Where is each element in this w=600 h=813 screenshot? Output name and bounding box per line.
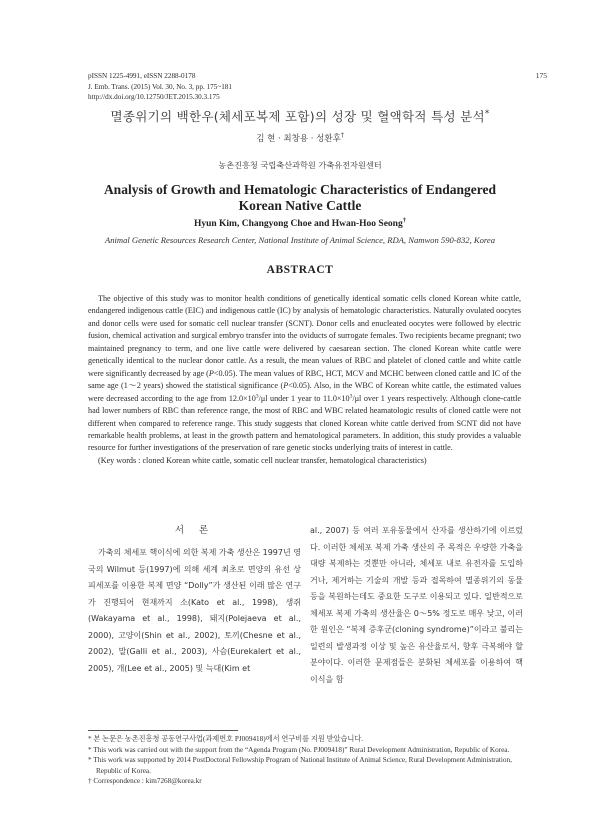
footnote-divider [88, 730, 238, 731]
english-affiliation: Animal Genetic Resources Research Center, National Institute of Animal Science, RDA, Namwon 590-832, Korea [104, 235, 496, 245]
journal-meta [88, 71, 232, 103]
abstract-text-2: <0.05). The mean values of RBC, HCT, MCV and MCHC between cloned cattle and IC of the same age (1～2 years) showed the statistical significance ( [88, 368, 521, 391]
english-authors: Hyun Kim, Changyong Choe and Hwan-Hoo Seong† [193, 216, 407, 229]
korean-affiliation: 농촌진흥청 국립축산과학원 가축유전자원센터 [218, 160, 382, 170]
footnote-fellowship: * This work was supported by 2014 PostDoctoral Fellowship Program of National Institute of Animal Science, Rural Development Administration, Republic of Korea. [88, 756, 512, 775]
korean-authors-text: 김 현 · 최창용 · 성환후 [256, 134, 341, 144]
p-symbol: P [208, 368, 214, 378]
abstract-body [88, 293, 521, 467]
english-title-line1: Analysis of Growth and Hematologic Characteristics of Endangered [103, 182, 497, 197]
abstract-heading: ABSTRACT [266, 264, 334, 276]
abstract-text-3: <0.05). Also, in the WBC of Korean white cattle, the estimated values were decreased according to the age from 12.0×10 [88, 381, 521, 403]
korean-title: 멸종위기의 백한우(체세포복제 포함)의 성장 및 혈액학적 특성 분석* [110, 108, 490, 124]
intro-paragraph-left: 가축의 체세포 핵이식에 의한 복제 가축 생산은 1997년 영국의 Wilmut 등(1997)에 의해 세계 최초로 면양의 유선 상피세포를 이용한 복제 면양 “Dolly”가 생산된 이래 많은 연구가 진행되어 현재까지 소(Kato et al., 1998), 생쥐(Wakayama et al., 1998), 돼지(Polejaeva et al., 2000), 고양이(Shin et al., 2002), 토끼(Chesne et al., 2002), 말(Galli et al., 2003), 사슴(Eurekalert et al., 2005), 개(Lee et al., 2005) 및 늑대(Kim et [88, 548, 301, 673]
english-title [0, 182, 600, 214]
doi-link[interactable]: http://dx.doi.org/10.12750/JET.2015.30.3.175 [88, 93, 220, 101]
korean-title-text: 멸종위기의 백한우(체세포복제 포함)의 성장 및 혈액학적 특성 분석 [110, 109, 485, 124]
footnote-correspondence[interactable]: † Correspondence : kim7268@korea.kr [88, 777, 202, 786]
footnote-funding-korean: * 본 논문은 농촌진흥청 공동연구사업(과제번호 PJ009418)에서 연구비를 지원 받았습니다. [88, 735, 364, 743]
intro-left-column [88, 523, 301, 677]
p-symbol: P [283, 381, 289, 391]
intro-paragraph-right: al., 2007) 등 여러 포유동물에서 산자를 생산하기에 이르렀다. 이러한 체세포 복제 가축 생산의 주 목적은 우량한 가축을 대량 복제하는 것뿐만 아니라, 체세포 내로 유전자를 도입하거나, 제거하는 기술의 개발 등과 접목하여 멸종위기의 동물 등을 복원하는데도 중요한 도구로 이용되고 있다. 일반적으로 체세포 복제 가축의 생산율은 0～5% 정도로 매우 낮고, 이러한 원인은 “복제 증후군(cloning syndrome)”이라고 불리는 일련의 발생과정 이상 및 높은 유산율로서, 향후 극복해야 할 분야이다. 이러한 문제점들은 분화된 체세포를 이용하여 핵 이식을 함 [310, 526, 523, 684]
keywords: (Key words : cloned Korean white cattle, somatic cell nuclear transfer, hematological characteristics) [98, 455, 427, 465]
english-title-line2: Korean Native Cattle [238, 198, 362, 213]
intro-right-column [310, 523, 523, 688]
issn-line: pISSN 1225-4991, eISSN 2288-0178 [88, 72, 196, 80]
abstract-text-4: /μl under 1 year to 11.0×10 [258, 393, 350, 403]
page-number: 175 [535, 71, 547, 80]
section-heading-intro: 서 론 [174, 525, 215, 536]
abstract-paragraph [88, 293, 521, 455]
abstract-text-5: /μl over 1 years respectively. Although clone-cattle had lower numbers of RBC than reference range, the most of RBC and WBC related heamatologic results of cloned cattle were not different when compared to reference range. This study suggests that cloned Korean white cattle derived from SCNT did not have remarkable health problems, at least in the growth pattern and hematological parameters. In addition, this study provides a valuable resource for further investigations of the preservation of rare genetic stocks underlying traits of interest in cattle. [88, 393, 521, 453]
footnotes [88, 734, 521, 787]
abstract-text-1: The objective of this study was to monitor health conditions of genetically identical somatic cells cloned Korean white cattle, endangered indigenous cattle (EIC) and indigenous cattle (IC) by analysis of hematologic characteristics. Naturally ovulated oocytes and donor cells were used for somatic cell nuclear transfer (SCNT). Donor cells and enucleated oocytes were followed by electric fusion, chemical activation and surgical embryo transfer into the oviducts of surrogate females. Two recipients became pregnant; two maintained pregnancy to term, and one live cattle were delivered by caesarean section. The cloned Korean white cattle were genetically identical to the nuclear donor cattle. As a result, the mean values of RBC and platelet of cloned cattle and white cattle were significantly decreased by age ( [88, 294, 521, 378]
english-authors-text: Hyun Kim, Changyong Choe and Hwan-Hoo Seong [193, 219, 403, 229]
superscript: 3 [349, 392, 353, 399]
footnote-funding-agenda: * This work was carried out with the support from the “Agenda Program (No. PJ009418)” Rural Development Administration, Republic of Korea. [88, 745, 510, 754]
korean-authors: 김 현 · 최창용 · 성환후† [256, 132, 344, 144]
superscript: 3 [255, 392, 259, 399]
journal-citation: J. Emb. Trans. (2015) Vol. 30, No. 3, pp. 175~181 [88, 82, 232, 91]
